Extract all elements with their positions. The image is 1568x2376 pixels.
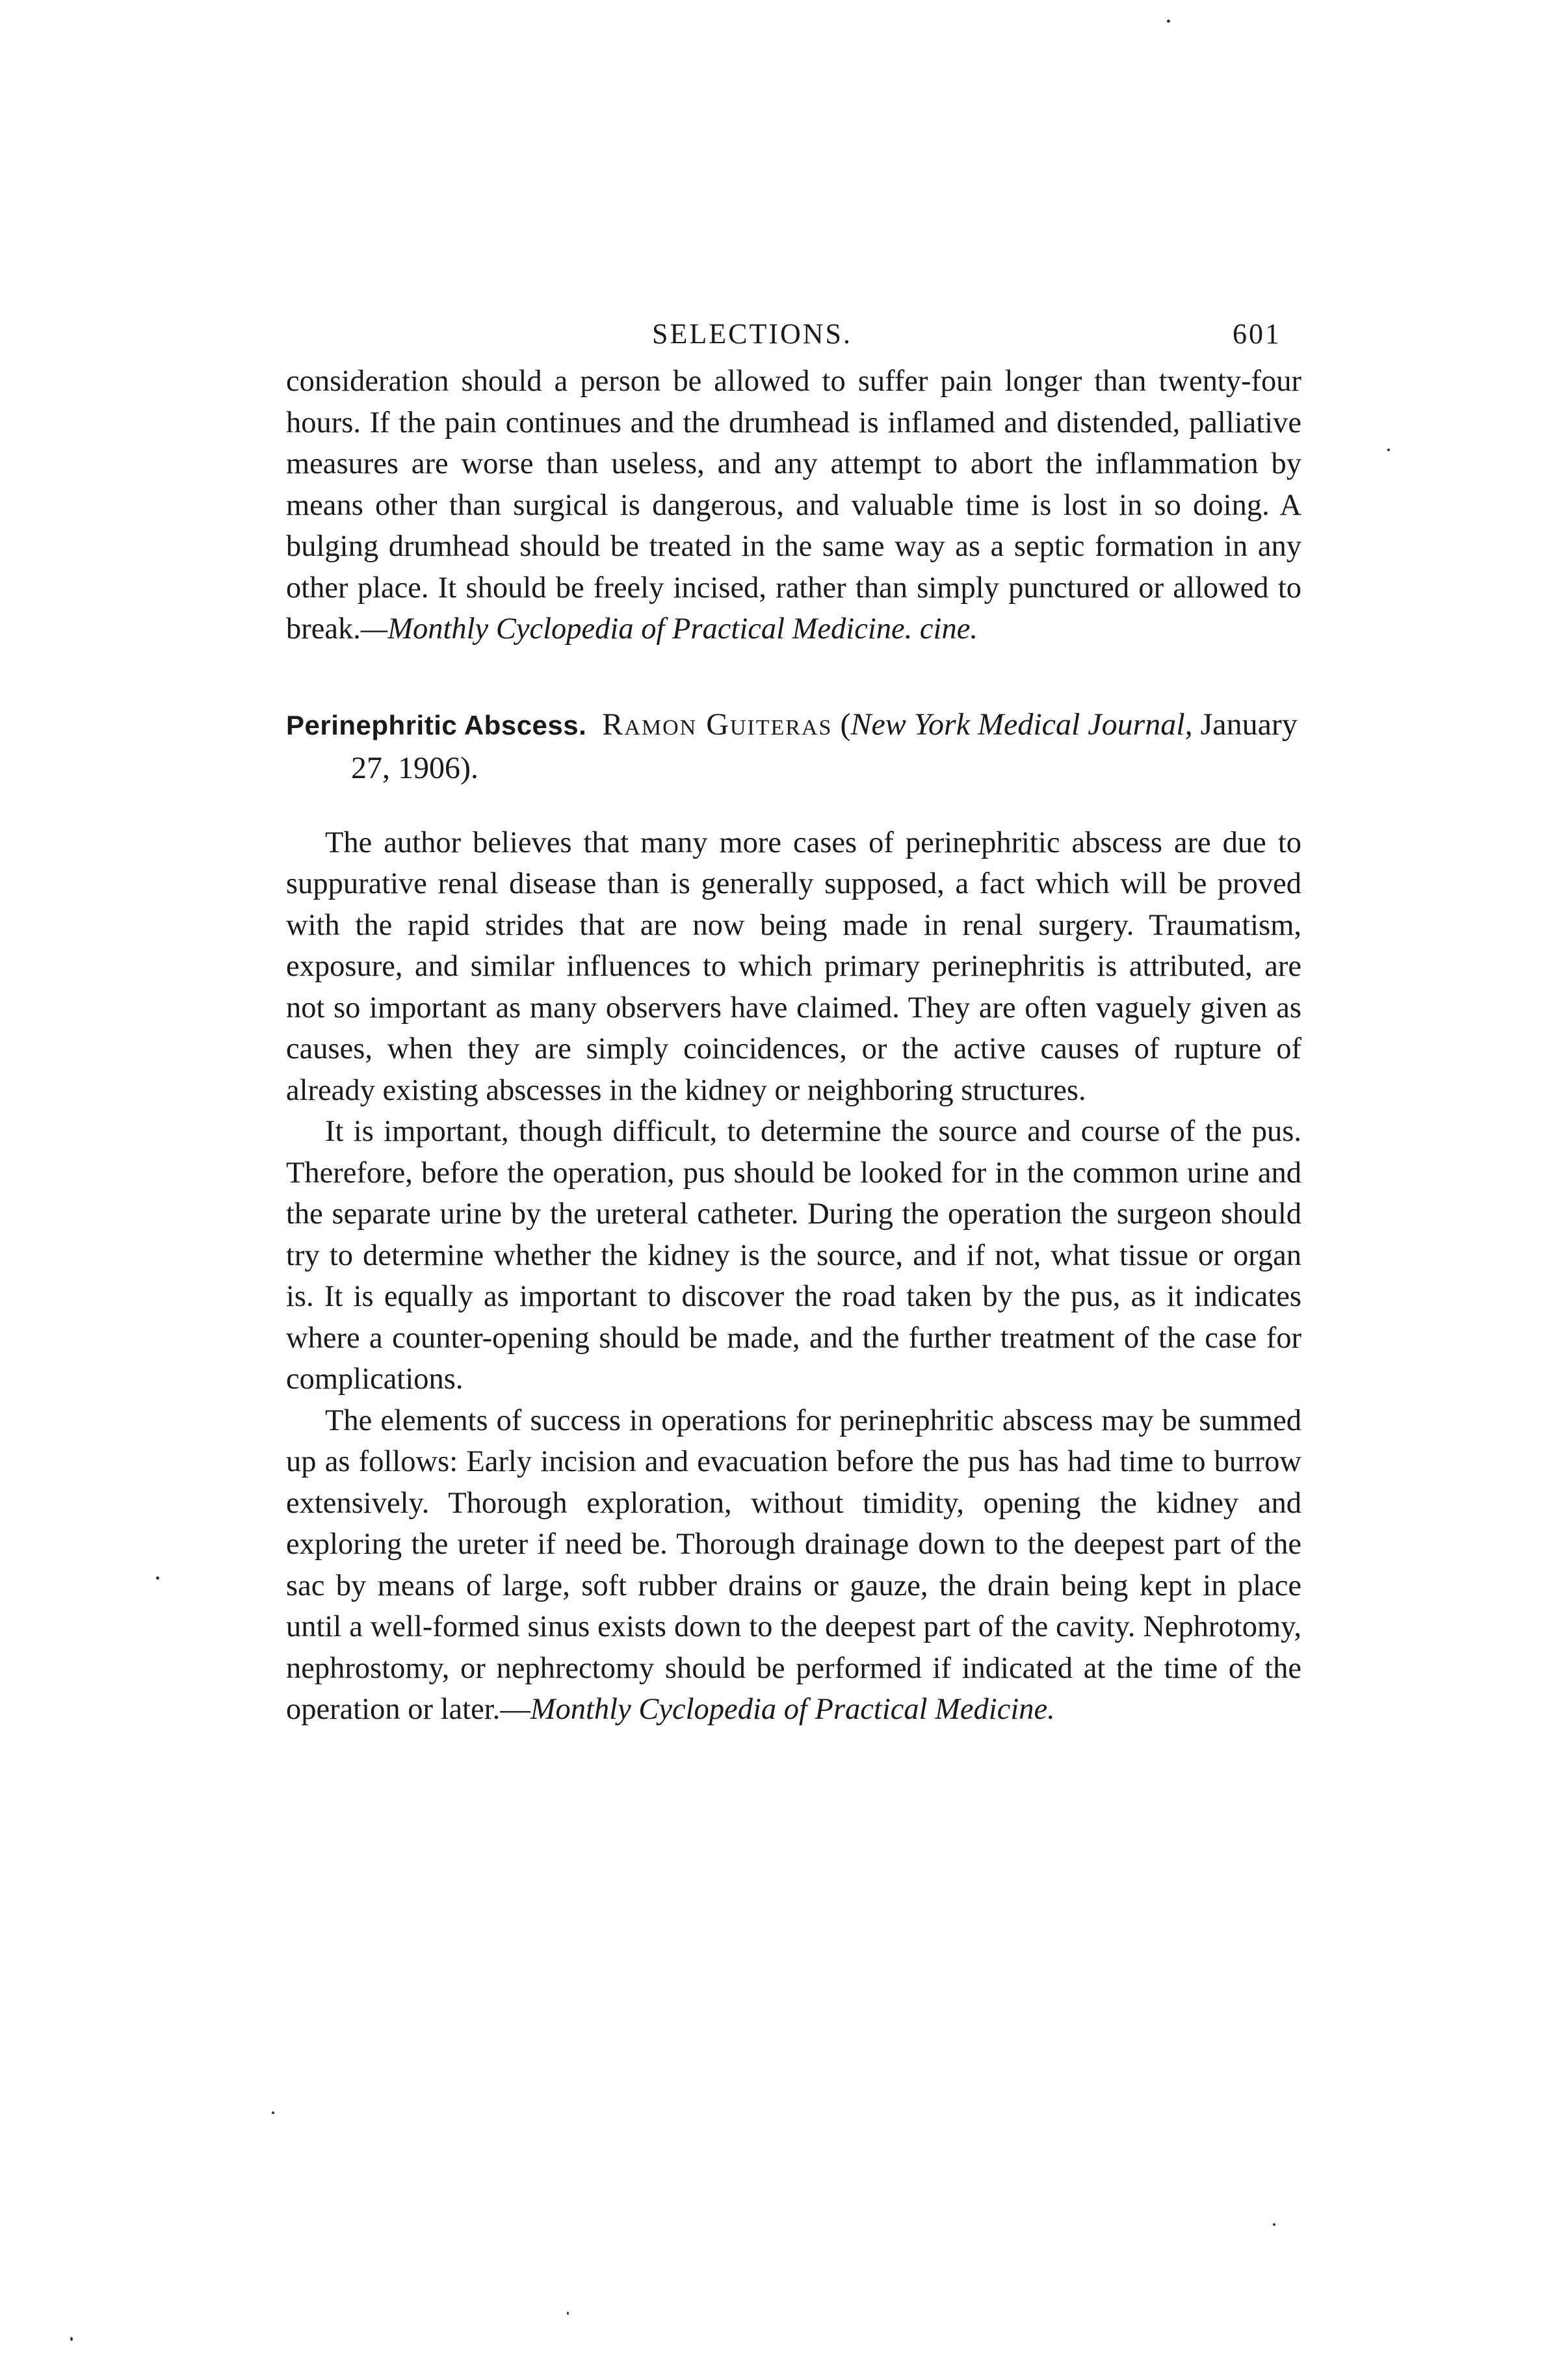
scan-speck <box>70 2337 73 2341</box>
article-paragraph-2: It is important, though difficult, to determine the source and course of the pus. Therefore, before the operation, pus should be looked for in the common urine and the separate urine by the ureteral catheter. During the operation the surgeon should try to determine whether the kidney is the source, and if not, what tissue or organ is. It is equally as important to discover the road taken by the pus, as it indicates where a counter-opening should be made, and the further treatment of the case for complications. <box>286 1115 1301 1396</box>
article-heading <box>286 703 1301 790</box>
scan-speck <box>1273 2223 1275 2226</box>
scan-speck <box>272 2111 274 2114</box>
article-paragraph-3 <box>286 1400 1301 1730</box>
scan-speck <box>1387 449 1390 451</box>
page-content <box>286 361 1301 1730</box>
continued-paragraph-source: —Monthly Cyclopedia of Practical Medicine. cine. <box>360 612 978 646</box>
continued-paragraph <box>286 361 1301 650</box>
article-journal: New York Medical Journal, <box>850 707 1193 742</box>
article-paragraph-1: The author believes that many more cases of perinephritic abscess are due to suppurative renal disease than is generally supposed, a fact which will be proved with the rapid strides that are now being made in renal surgery. Traumatism, exposure, and similar influences to which primary perinephritis is attributed, are not so important as many observers have claimed. They are often vaguely given as causes, when they are simply coincidences, or the active causes of rupture of already existing abscesses in the kidney or neighboring structures. <box>286 826 1301 1107</box>
page-number: 601 <box>1233 318 1281 350</box>
article-title: Perinephritic Abscess. <box>286 709 587 740</box>
scan-speck <box>1167 20 1170 23</box>
scan-speck <box>156 1576 159 1580</box>
running-title: SELECTIONS. <box>652 318 852 350</box>
article-date: January 27, 1906). <box>351 707 1298 785</box>
article-paragraph-3-text: The elements of success in operations for perinephritic abscess may be summed up as follows: Early incision and evacuation before the pus has had time to burrow extensively. Thorough exploration, without timidity, opening the kidney and exploring the ureter if need be. Thorough drainage down to the deepest part of the sac by means of large, soft rubber drains or gauze, the drain being kept in place until a well-formed sinus exists down to the deepest part of the cavity. Nephrotomy, nephrostomy, or nephrectomy should be performed if indicated at the time of the operation or later.— <box>286 1403 1301 1726</box>
citation-open-paren: ( <box>840 707 851 742</box>
article-author: Ramon Guiteras <box>602 707 833 742</box>
article-paragraph-3-source: Monthly Cyclopedia of Practical Medicine. <box>530 1693 1055 1726</box>
scan-speck <box>567 2312 569 2315</box>
continued-paragraph-text: consideration should a person be allowed to suffer pain longer than twenty-four hours. If the pain continues and the drumhead is inflamed and distended, palliative measures are worse than useless, and any attempt to abort the inflammation by means other than surgical is dangerous, and valuable time is lost in so doing. A bulging drumhead should be treated in the same way as a septic formation in any other place. It should be freely incised, rather than simply punctured or allowed to break. <box>286 365 1301 646</box>
